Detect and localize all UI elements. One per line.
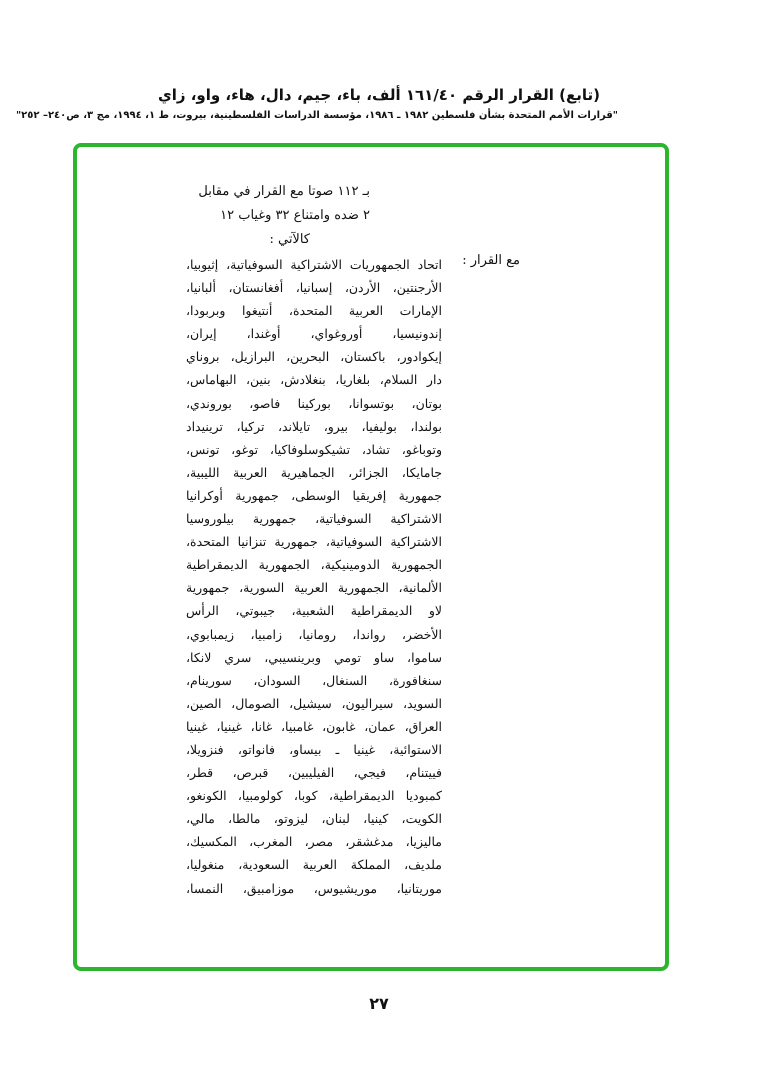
country-line: العراق، عمان، غابون، غامبيا، غانا، غينيا، غينيا bbox=[186, 718, 442, 734]
country-line: دار السلام، بلغاريا، بنغلادش، بنين، البهاماس، bbox=[186, 372, 442, 388]
country-line: ساموا، ساو تومي وبرينسيبي، سري لانكا، bbox=[186, 649, 442, 665]
country-line: الاشتراكية السوفياتية، جمهورية بيلوروسيا bbox=[186, 511, 442, 527]
country-line: جمهورية إفريقيا الوسطى، جمهورية أوكرانيا bbox=[186, 487, 442, 503]
vote-summary bbox=[180, 180, 370, 252]
country-line: ماليزيا، مدغشقر، مصر، المغرب، المكسيك، bbox=[186, 834, 442, 850]
vote-line-3: كالآتي : bbox=[269, 232, 310, 247]
vote-line-1: بـ ١١٢ صوتا مع القرار في مقابل bbox=[198, 184, 370, 199]
country-line: بولندا، بوليفيا، بيرو، تايلاند، تركيا، ترينيداد bbox=[186, 418, 442, 434]
country-line: سنغافورة، السنغال، السودان، سورينام، bbox=[186, 672, 442, 688]
country-line: السويد، سيراليون، سيشيل، الصومال، الصين، bbox=[186, 695, 442, 711]
country-line: موريتانيا، موريشيوس، موزامبيق، النمسا، bbox=[186, 880, 442, 896]
country-line: الاستوائية، غينيا ـ بيساو، فانواتو، فنزويلا، bbox=[186, 741, 442, 757]
country-line: الإمارات العربية المتحدة، أنتيغوا وبربودا، bbox=[186, 303, 442, 319]
country-line: الأرجنتين، الأردن، إسبانيا، أفغانستان، ألبانيا، bbox=[186, 280, 442, 296]
vote-line-2: ٢ ضده وامتناع ٣٢ وغياب ١٢ bbox=[220, 208, 370, 223]
header-source: "قرارات الأمم المتحدة بشأن فلسطين ١٩٨٢ ـ ١٩٨٦، مؤسسة الدراسات الفلسطينية، بيروت، ط ١، ١٩٩٤، مج ٣، ص٢٤٠– ٢٥٢" bbox=[15, 110, 618, 121]
country-line: الكويت، كينيا، لبنان، ليزوتو، مالطا، مالي، bbox=[186, 811, 442, 827]
country-line: جامايكا، الجزائر، الجماهيرية العربية الليبية، bbox=[186, 464, 442, 480]
country-line: ملديف، المملكة العربية السعودية، منغوليا، bbox=[186, 857, 442, 873]
country-line: فييتنام، فيجي، الفيليبين، قبرص، قطر، bbox=[186, 765, 442, 781]
country-line: الألمانية، الجمهورية العربية السورية، جمهورية bbox=[186, 580, 442, 596]
country-line: الاشتراكية السوفياتية، جمهورية تنزانيا المتحدة، bbox=[186, 534, 442, 550]
country-line: الجمهورية الدومينيكية، الجمهورية الديمقراطية bbox=[186, 557, 442, 573]
country-list bbox=[186, 253, 442, 900]
country-line: بوتان، بوتسوانا، بوركينا فاصو، بوروندي، bbox=[186, 395, 442, 411]
country-line: اتحاد الجمهوريات الاشتراكية السوفياتية، إثيوبيا، bbox=[186, 257, 442, 272]
in-favour-label: مع القرار : bbox=[462, 253, 520, 268]
country-line: وتوباغو، تشاد، تشيكوسلوفاكيا، توغو، تونس، bbox=[186, 441, 442, 457]
country-line: لاو الديمقراطية الشعبية، جيبوتي، الرأس bbox=[186, 603, 442, 619]
country-line: إندونيسيا، أوروغواي، أوغندا، إيران، bbox=[186, 326, 442, 342]
header-title: (تابع) القرار الرقم ١٦١/٤٠ ألف، باء، جيم، دال، هاء، واو، زاي bbox=[157, 86, 601, 104]
country-line: إيكوادور، باكستان، البحرين، البرازيل، بروناي bbox=[186, 349, 442, 365]
country-line: الأخضر، رواندا، رومانيا، زامبيا، زيمبابوي، bbox=[186, 626, 442, 642]
country-line: كمبوديا الديمقراطية، كوبا، كولومبيا، الكونغو، bbox=[186, 788, 442, 804]
page-number: ٢٧ bbox=[369, 994, 389, 1013]
